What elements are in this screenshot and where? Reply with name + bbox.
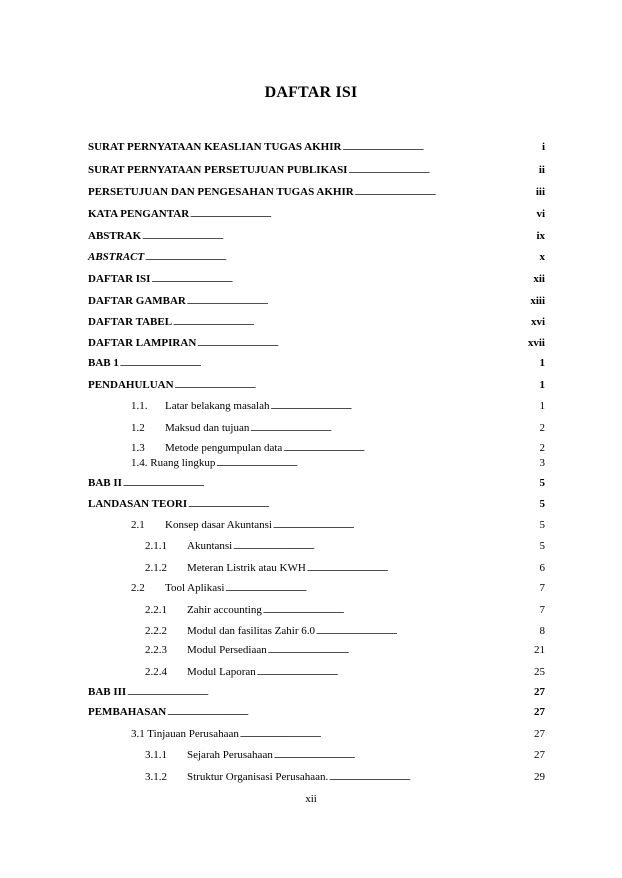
toc-entry[interactable]	[145, 665, 545, 681]
toc-page: 5	[539, 519, 545, 531]
toc-entry[interactable]	[131, 518, 545, 534]
footer-page-number: xii	[305, 793, 317, 805]
toc-number: 2.2.4	[145, 666, 167, 678]
toc-page: 27	[534, 728, 545, 740]
toc-entry[interactable]	[88, 315, 545, 331]
toc-entry[interactable]	[88, 140, 545, 156]
toc-number: 3.1.2	[145, 771, 167, 783]
toc-page: i	[541, 141, 545, 153]
toc-label: 3.1 Tinjauan Perusahaan	[131, 728, 239, 740]
toc-label: Akuntansi	[187, 540, 233, 552]
toc-entry[interactable]	[88, 294, 545, 310]
toc-entry[interactable]	[88, 250, 545, 266]
toc-leader	[151, 272, 532, 288]
toc-leader	[225, 581, 538, 597]
toc-leader	[142, 229, 535, 245]
toc-leader	[263, 603, 539, 619]
toc-page: 1	[539, 400, 545, 412]
toc-leader	[270, 399, 538, 415]
toc-label: PENDAHULUAN	[88, 379, 174, 391]
toc-page: xii	[533, 273, 545, 285]
toc-label: Tool Aplikasi	[165, 582, 225, 594]
toc-page: 21	[534, 644, 545, 656]
toc-entry[interactable]	[88, 476, 545, 492]
toc-leader	[123, 476, 539, 492]
toc-page: xiii	[530, 295, 545, 307]
toc-entry[interactable]	[88, 356, 545, 372]
toc-entry[interactable]	[131, 456, 545, 472]
toc-page: vi	[536, 208, 545, 220]
toc-label: BAB II	[88, 477, 122, 489]
toc-page: 6	[539, 562, 545, 574]
toc-page: 1	[539, 379, 545, 391]
toc-label: 1.4. Ruang lingkup	[131, 457, 216, 469]
toc-entry[interactable]	[88, 378, 545, 394]
toc-entry[interactable]	[88, 163, 545, 179]
toc-leader	[250, 421, 538, 437]
toc-label: KATA PENGANTAR	[88, 208, 190, 220]
toc-entry[interactable]	[131, 727, 545, 743]
toc-leader	[175, 378, 539, 394]
toc-page: x	[539, 251, 545, 263]
toc-label: SURAT PERNYATAAN KEASLIAN TUGAS AKHIR	[88, 141, 342, 153]
toc-page: 1	[539, 357, 545, 369]
toc-page: xvii	[527, 337, 545, 349]
toc-label: DAFTAR LAMPIRAN	[88, 337, 197, 349]
toc-number: 2.1.1	[145, 540, 167, 552]
toc-page: ix	[536, 230, 545, 242]
toc-label: Modul Persediaan	[187, 644, 267, 656]
toc-number: 2.2.2	[145, 625, 167, 637]
toc-entry[interactable]	[131, 399, 545, 415]
toc-number: 2.1.2	[145, 562, 167, 574]
toc-leader	[348, 163, 537, 179]
toc-number: 2.2.1	[145, 604, 167, 616]
toc-entry[interactable]	[145, 770, 545, 786]
toc-label: Maksud dan tujuan	[165, 422, 250, 434]
toc-label: BAB III	[88, 686, 127, 698]
toc-label: DAFTAR GAMBAR	[88, 295, 186, 307]
toc-page: 5	[539, 477, 545, 489]
toc-leader	[329, 770, 533, 786]
toc-entry[interactable]	[145, 539, 545, 555]
toc-page: 3	[539, 457, 545, 469]
toc-leader	[307, 561, 539, 577]
toc-entry[interactable]	[131, 581, 545, 597]
toc-page: 5	[539, 498, 545, 510]
toc-leader	[274, 748, 533, 764]
toc-number: 1.1.	[131, 400, 148, 412]
toc-number: 3.1.1	[145, 749, 167, 761]
toc-leader	[283, 441, 538, 457]
toc-page: ii	[538, 164, 545, 176]
toc-leader	[268, 643, 533, 659]
toc-number: 2.1	[131, 519, 145, 531]
toc-leader	[120, 356, 539, 372]
toc-label: PERSETUJUAN DAN PENGESAHAN TUGAS AKHIR	[88, 186, 354, 198]
toc-label: Modul dan fasilitas Zahir 6.0	[187, 625, 316, 637]
toc-leader	[316, 624, 538, 640]
toc-page: 27	[534, 686, 545, 698]
toc-label: Struktur Organisasi Perusahaan.	[187, 771, 329, 783]
toc-label: SURAT PERNYATAAN PERSETUJUAN PUBLIKASI	[88, 164, 348, 176]
toc-label: PEMBAHASAN	[88, 706, 167, 718]
toc-label: Meteran Listrik atau KWH	[187, 562, 306, 574]
toc-entry[interactable]	[145, 624, 545, 640]
toc-leader	[197, 336, 527, 352]
toc-page: 8	[539, 625, 545, 637]
toc-label: LANDASAN TEORI	[88, 498, 188, 510]
toc-leader	[127, 685, 533, 701]
toc-page: 27	[534, 706, 545, 718]
toc-page: 29	[534, 771, 545, 783]
toc-leader	[188, 497, 538, 513]
toc-entry[interactable]	[145, 603, 545, 619]
toc-number: 1.3	[131, 442, 145, 454]
toc-label: Konsep dasar Akuntansi	[165, 519, 272, 531]
toc-page: 2	[539, 422, 545, 434]
toc-entry[interactable]	[145, 561, 545, 577]
toc-label: ABSTRAK	[88, 230, 142, 242]
toc-label: BAB 1	[88, 357, 119, 369]
toc-entry[interactable]	[88, 336, 545, 352]
toc-leader	[355, 185, 535, 201]
toc-label: ABSTRACT	[88, 251, 145, 263]
toc-entry[interactable]	[88, 497, 545, 513]
toc-leader	[173, 315, 530, 331]
toc-leader	[190, 207, 535, 223]
toc-page: 5	[539, 540, 545, 552]
toc-entry[interactable]	[88, 705, 545, 721]
toc-entry[interactable]	[145, 748, 545, 764]
toc-leader	[257, 665, 533, 681]
toc-page: 27	[534, 749, 545, 761]
toc-entry[interactable]	[88, 207, 545, 223]
toc-leader	[240, 727, 533, 743]
toc-entry[interactable]	[88, 185, 545, 201]
toc-number: 2.2.3	[145, 644, 167, 656]
toc-page: iii	[535, 186, 545, 198]
toc-leader	[233, 539, 538, 555]
toc-page: xvi	[530, 316, 545, 328]
toc-page: 7	[539, 582, 545, 594]
toc-leader	[273, 518, 539, 534]
toc-number: 2.2	[131, 582, 145, 594]
toc-label: Modul Laporan	[187, 666, 256, 678]
page-title: DAFTAR ISI	[264, 84, 358, 101]
toc-entry[interactable]	[131, 441, 545, 457]
toc-label: DAFTAR TABEL	[88, 316, 173, 328]
toc-label: Metode pengumpulan data	[165, 442, 283, 454]
toc-label: Latar belakang masalah	[165, 400, 270, 412]
toc-entry[interactable]	[131, 421, 545, 437]
toc-label: Zahir accounting	[187, 604, 262, 616]
toc-leader	[187, 294, 529, 310]
toc-leader	[342, 140, 540, 156]
toc-entry[interactable]	[145, 643, 545, 659]
toc-leader	[216, 456, 538, 472]
toc-page: 25	[534, 666, 545, 678]
toc-leader	[145, 250, 538, 266]
toc-page: 2	[539, 442, 545, 454]
toc-label: DAFTAR ISI	[88, 273, 151, 285]
toc-label: Sejarah Perusahaan	[187, 749, 273, 761]
toc-entry[interactable]	[88, 272, 545, 288]
toc-leader	[167, 705, 533, 721]
toc-number: 1.2	[131, 422, 145, 434]
toc-entry[interactable]	[88, 685, 545, 701]
toc-entry[interactable]	[88, 229, 545, 245]
toc-page: 7	[539, 604, 545, 616]
